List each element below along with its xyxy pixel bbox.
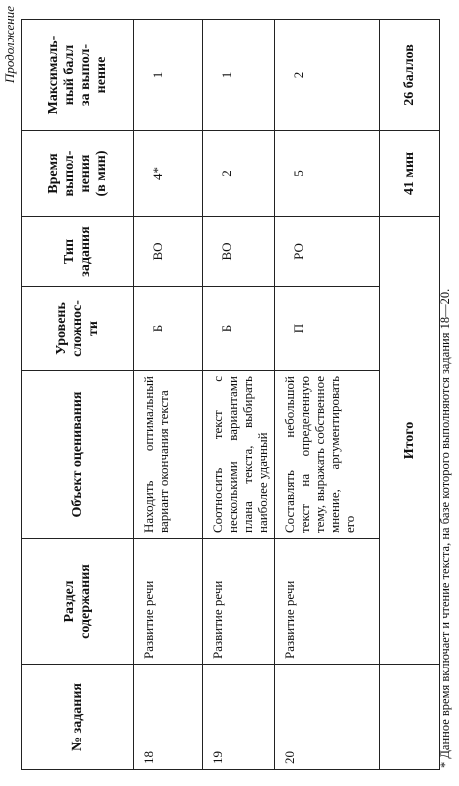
header-level: Уровень сложнос- ти [22,287,134,371]
header-max: Максималь- ный балл за выпол- нение [22,20,134,131]
cell-num: 20 [275,665,380,770]
header-type: Тип задания [22,217,134,287]
cell-max: 2 [275,20,380,131]
footnote: * Данное время включает и чтение текста, на базе которого выполняются задания 18—20. [438,288,452,768]
cell-level: Б [203,287,275,371]
header-num: № задания [22,665,134,770]
table-row [275,20,380,770]
cell-time: 4* [134,131,203,217]
header-object: Объект оценивания [22,371,134,539]
total-max: 26 баллов [380,20,440,131]
total-time: 41 мин [380,131,440,217]
cell-max: 1 [134,20,203,131]
header-row [22,20,134,770]
header-section: Раздел содержания [22,539,134,665]
cell-object: Составлять небольшой текст на определенную тему, выражать собственное мнение, аргументировать его [275,371,380,539]
assessment-table [21,19,440,770]
total-row [380,20,440,770]
table-row [203,20,275,770]
table-row [134,20,203,770]
cell-num: 19 [203,665,275,770]
cell-level: Б [134,287,203,371]
cell-section: Развитие речи [275,539,380,665]
cell-section: Развитие речи [203,539,275,665]
total-label: Итого [380,217,440,665]
cell-type: РО [275,217,380,287]
cell-max: 1 [203,20,275,131]
header-time: Время выпол- нения (в мин) [22,131,134,217]
cell-level: П [275,287,380,371]
cell-type: ВО [203,217,275,287]
cell-section: Развитие речи [134,539,203,665]
cell-object: Соотносить текст с несколькими вариантами плана текста, выбирать наиболее удачный [203,371,275,539]
continuation-label: Продолжение [2,6,17,84]
cell-type: ВО [134,217,203,287]
total-empty-cell [380,665,440,770]
cell-time: 2 [203,131,275,217]
cell-num: 18 [134,665,203,770]
cell-time: 5 [275,131,380,217]
cell-object: Находить оптимальный вариант окончания текста [134,371,203,539]
